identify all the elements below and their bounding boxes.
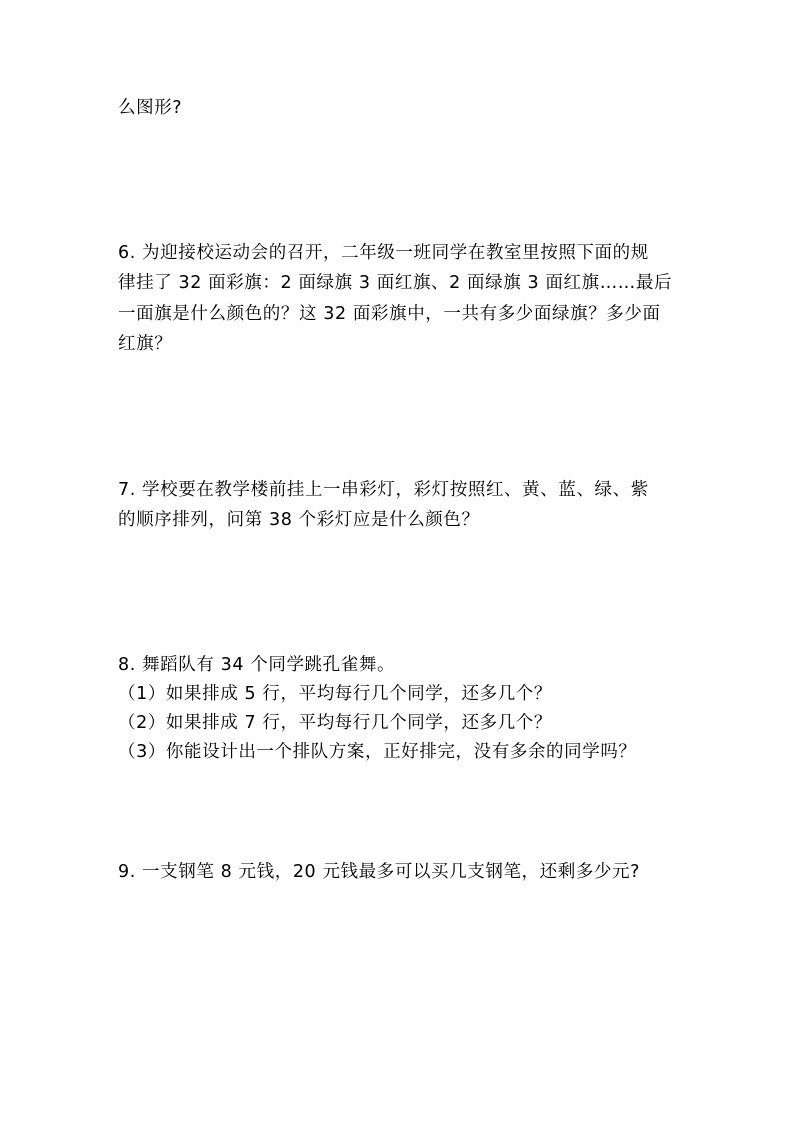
- question-6-line-2: 律挂了 32 面彩旗：2 面绿旗 3 面红旗、2 面绿旗 3 面红旗……最后: [118, 273, 673, 293]
- question-7-line-2: 的顺序排列，问第 38 个彩灯应是什么颜色？: [118, 510, 480, 530]
- question-8-sub-3: （3）你能设计出一个排队方案，正好排完，没有多余的同学吗？: [118, 742, 637, 762]
- question-6-line-1: 6. 为迎接校运动会的召开，二年级一班同学在教室里按照下面的规: [118, 243, 649, 263]
- question-6-line-3: 一面旗是什么颜色的？这 32 面彩旗中，一共有多少面绿旗？多少面: [118, 304, 661, 324]
- question-5-continuation: 么图形?: [118, 98, 183, 118]
- question-8-sub-2: （2）如果排成 7 行，平均每行几个同学，还多几个？: [118, 713, 552, 733]
- question-6-line-4: 红旗？: [118, 334, 173, 354]
- question-7-line-1: 7. 学校要在教学楼前挂上一串彩灯，彩灯按照红、黄、蓝、绿、紫: [118, 480, 649, 500]
- question-9: 9. 一支钢笔 8 元钱，20 元钱最多可以买几支钢笔，还剩多少元?: [118, 862, 641, 882]
- question-8-stem: 8. 舞蹈队有 34 个同学跳孔雀舞。: [118, 655, 396, 675]
- question-8-sub-1: （1）如果排成 5 行，平均每行几个同学，还多几个？: [118, 684, 552, 704]
